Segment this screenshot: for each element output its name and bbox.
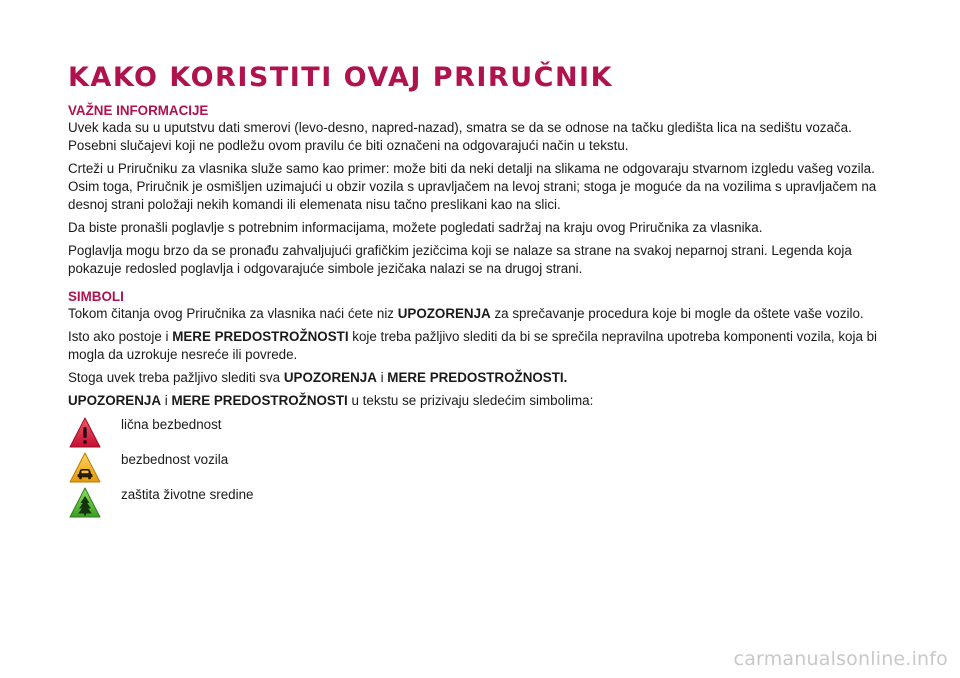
page-content [68,60,898,521]
watermark: carmanualsonline.info [733,648,948,670]
symbols-paragraph-3: Stoga uvek treba pažljivo slediti sva UPOZORENJA i MERE PREDOSTROŽNOSTI. [68,370,568,385]
page-title: KAKO KORISTITI OVAJ PRIRUČNIK [68,62,614,93]
important-paragraph-4: Poglavlja mogu brzo da se pronađu zahvaljujući grafičkim jezičcima koji se nalaze sa strane na svakoj neparnoj strani. Legenda koja pokazuje redosled poglavlja i odgovarajuće simbole jezičaka nalazi se na drugoj strani. [68,243,852,276]
symbols-heading: SIMBOLI [68,289,124,304]
symbol-label: zaštita životne sredine [121,487,254,502]
important-paragraph-1: Uvek kada su u uputstvu dati smerovi (levo-desno, napred-nazad), smatra se da se odnose na tačku gledišta lica na sedištu vozača. Posebni slučajevi koji ne podležu ovom pravilu će biti označeni na odgovarajući način u tekstu. [68,120,852,153]
symbols-paragraph-4: UPOZORENJA i MERE PREDOSTROŽNOSTI u tekstu se prizivaju sledećim simbolima: [68,393,594,408]
important-paragraph-2: Crteži u Priručniku za vlasnika služe samo kao primer: može biti da neki detalji na slikama ne odgovaraju stvarnom izgledu vašeg vozila. Osim toga, Priručnik je osmišljen uzimajući u obzir vozila s upravljačem na levoj strani; stoga je moguće da na vozilima s upravljačem na desnoj strani položaji nekih komandi ili elemenata nisu tačno preslikani kao na slici. [68,161,877,212]
symbol-item-personal-safety [68,416,898,451]
important-paragraph-3: Da biste pronašli poglavlje s potrebnim informacijama, možete pogledati sadržaj na kraju ovog Priručnika za vlasnika. [68,220,763,235]
environment-icon [68,486,102,520]
vehicle-safety-icon [68,451,102,485]
symbol-label: bezbednost vozila [121,452,229,467]
symbol-label: lična bezbednost [121,417,222,432]
important-info-heading: VAŽNE INFORMACIJE [68,103,209,118]
symbol-item-environment [68,486,898,521]
symbol-item-vehicle-safety [68,451,898,486]
symbols-paragraph-1: Tokom čitanja ovog Priručnika za vlasnika naći ćete niz UPOZORENJA za sprečavanje procedura koje bi mogle da oštete vaše vozilo. [68,306,864,321]
symbol-list [68,416,898,521]
symbols-paragraph-2: Isto ako postoje i MERE PREDOSTROŽNOSTI koje treba pažljivo slediti da bi se sprečila nepravilna upotreba komponenti vozila, koja bi mogla da uzrokuje nesreće ili povrede. [68,329,878,362]
personal-safety-icon [68,416,102,450]
